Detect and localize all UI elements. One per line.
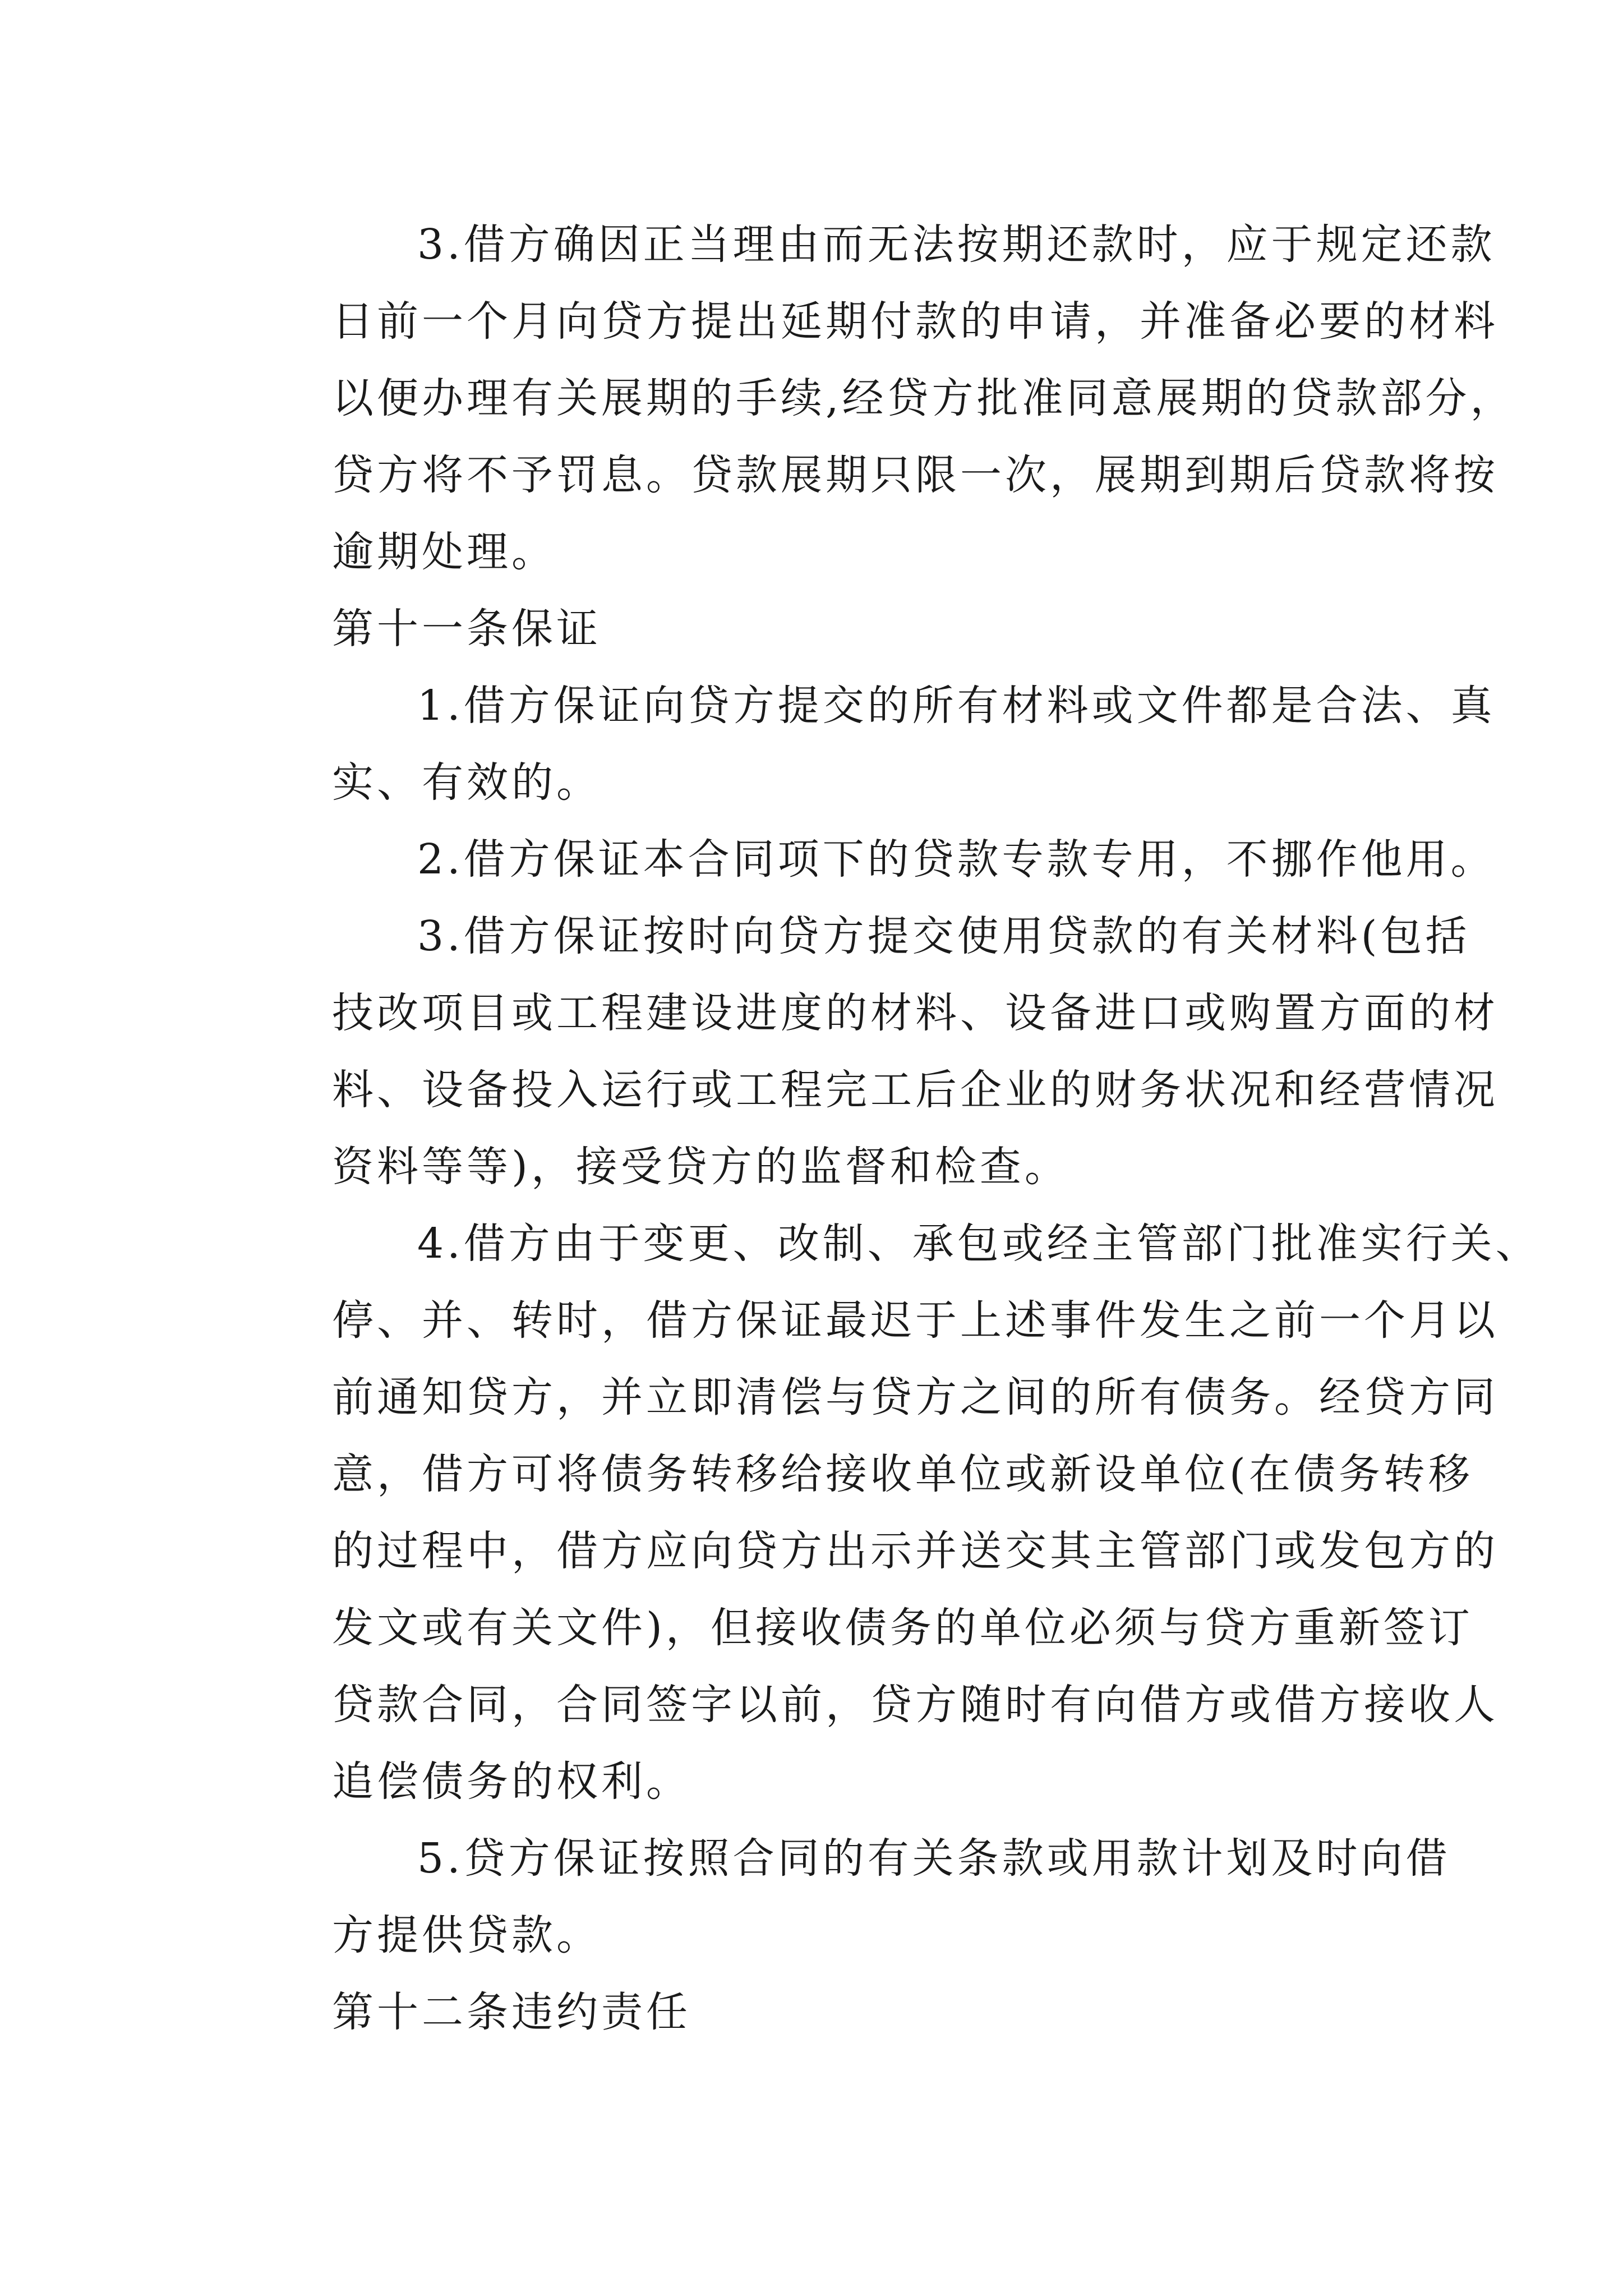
text-line: 以便办理有关展期的手续,经贷方批准同意展期的贷款部分， — [332, 374, 1515, 422]
text-line: 日前一个月向贷方提出延期付款的申请，并准备必要的材料 — [332, 297, 1498, 346]
text-line: 贷款合同，合同签字以前，贷方随时有向借方或借方接收人 — [332, 1681, 1498, 1729]
text-line: 资料等等)，接受贷方的监督和检查。 — [332, 1143, 1069, 1191]
text-line: 技改项目或工程建设进度的材料、设备进口或购置方面的材 — [332, 989, 1498, 1037]
text-line: 3.借方确因正当理由而无法按期还款时，应于规定还款 — [417, 220, 1496, 269]
text-line: 逾期处理。 — [332, 528, 556, 576]
text-line: 4.借方由于变更、改制、承包或经主管部门批准实行关、 — [417, 1220, 1541, 1268]
section-heading-guarantee: 第十一条保证 — [332, 605, 601, 653]
text-line: 3.借方保证按时向贷方提交使用贷款的有关材料(包括 — [417, 912, 1470, 960]
paragraph-extension-of-repayment — [247, 206, 1515, 591]
text-line: 前通知贷方，并立即清偿与贷方之间的所有债务。经贷方同 — [332, 1373, 1498, 1421]
text-line: 停、并、转时，借方保证最迟于上述事件发生之前一个月以 — [332, 1296, 1498, 1345]
paragraph-guarantee-2 — [247, 821, 1496, 898]
text-line: 的过程中，借方应向贷方出示并送交其主管部门或发包方的 — [332, 1527, 1498, 1575]
text-line: 1.借方保证向贷方提交的所有材料或文件都是合法、真 — [417, 682, 1496, 730]
text-line: 贷方将不予罚息。贷款展期只限一次，展期到期后贷款将按 — [332, 451, 1498, 499]
text-line: 意，借方可将债务转移给接收单位或新设单位(在债务转移 — [332, 1450, 1473, 1498]
text-line: 2.借方保证本合同项下的贷款专款专用，不挪作他用。 — [417, 835, 1496, 884]
section-heading-liability: 第十二条违约责任 — [332, 1988, 691, 2036]
paragraph-guarantee-5 — [247, 1820, 1451, 1974]
paragraph-guarantee-1 — [247, 668, 1496, 821]
text-line: 方提供贷款。 — [332, 1911, 601, 1959]
paragraph-guarantee-3 — [247, 898, 1498, 1205]
text-line: 料、设备投入运行或工程完工后企业的财务状况和经营情况 — [332, 1066, 1498, 1114]
paragraph-guarantee-4 — [247, 1205, 1541, 1820]
text-line: 5.贷方保证按照合同的有关条款或用款计划及时向借 — [417, 1834, 1451, 1883]
text-line: 发文或有关文件)，但接收债务的单位必须与贷方重新签订 — [332, 1604, 1473, 1652]
text-line: 实、有效的。 — [332, 758, 601, 807]
text-line: 追偿债务的权利。 — [332, 1757, 691, 1806]
document-body — [247, 206, 1541, 2051]
